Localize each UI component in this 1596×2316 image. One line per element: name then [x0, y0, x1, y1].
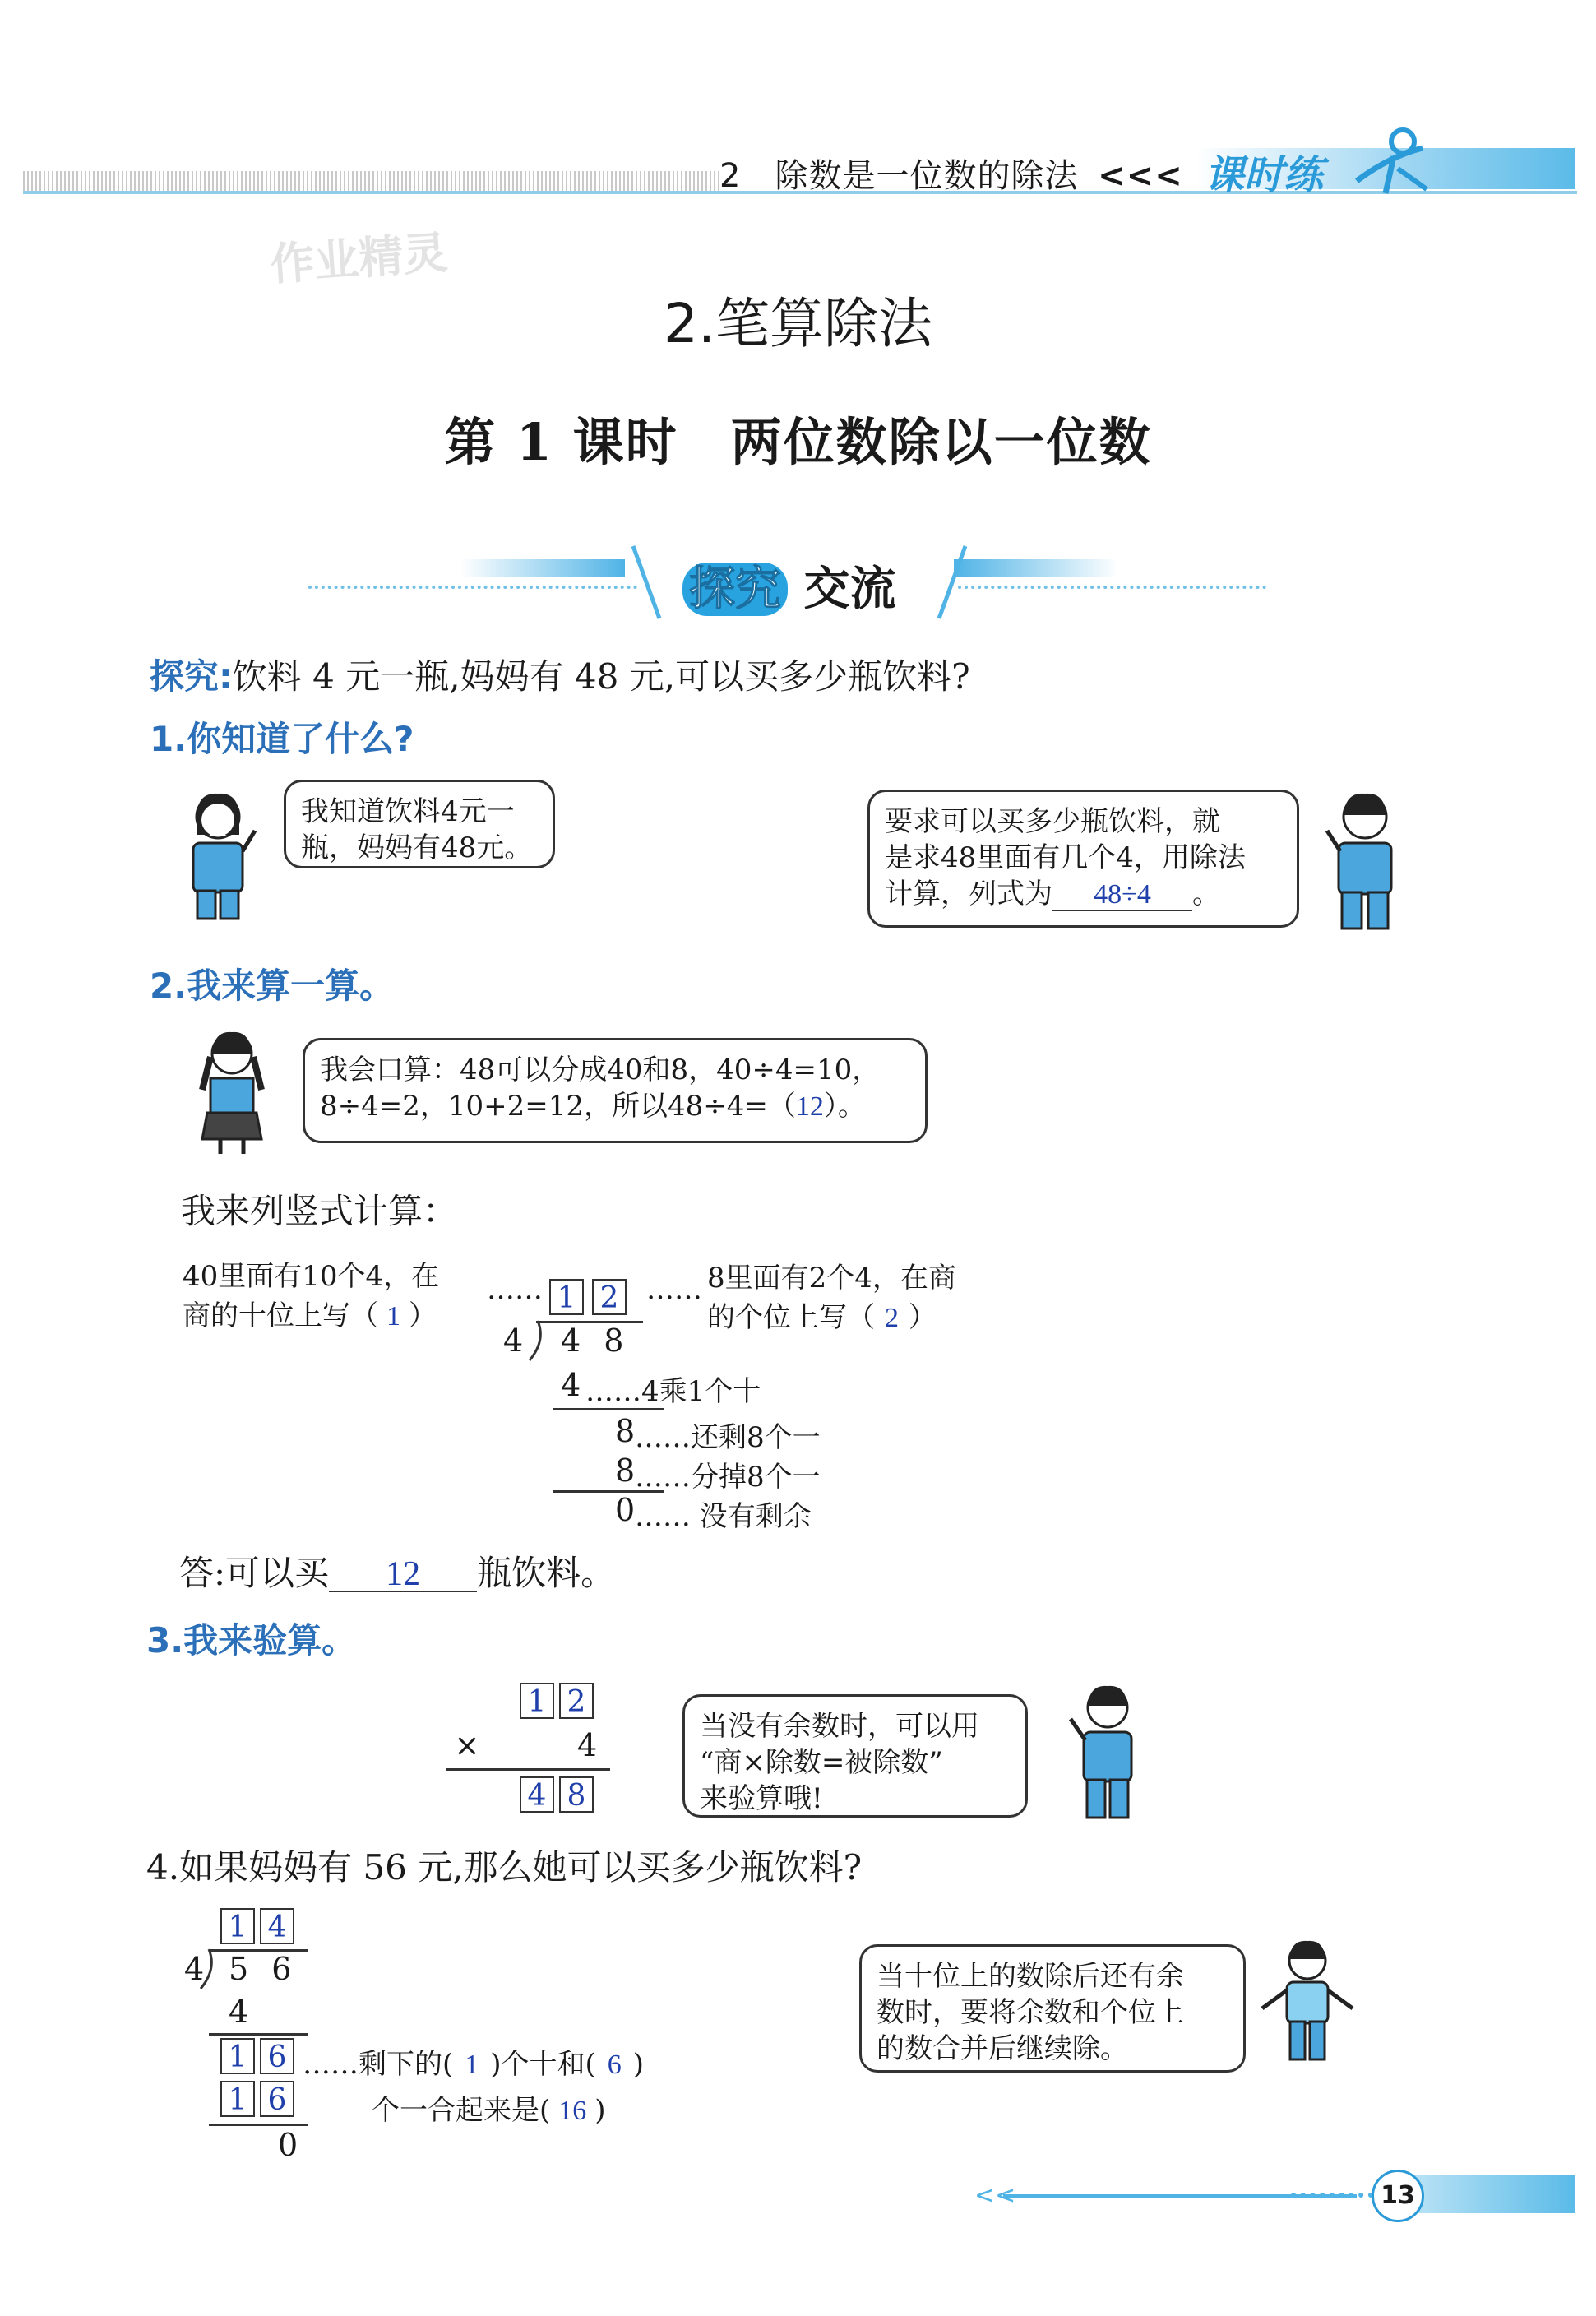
remainder-bubble: [859, 1944, 1246, 2073]
banner-bar-left: [460, 559, 625, 577]
tens-note-suffix: ）: [409, 1299, 437, 1332]
q4-note-answer-tens: 1: [465, 2050, 479, 2080]
chapter-text: 2 除数是一位数的除法: [719, 157, 1079, 195]
step4-note: …… 没有剩余: [635, 1500, 812, 1533]
multiplier: 4: [577, 1727, 598, 1763]
step2-value: 8: [615, 1413, 636, 1449]
q4-mid-tens-box: 1: [220, 2038, 255, 2074]
q4-note-line1: [303, 2041, 644, 2082]
girl-bubble-line2: 瓶，妈妈有48元。: [301, 831, 533, 864]
q4-note-answer-combined: 16: [558, 2096, 587, 2126]
check-bubble-line1: 当没有余数时，可以用: [700, 1710, 979, 1743]
ones-note-line2: [707, 1298, 956, 1338]
division-bracket: [526, 1319, 551, 1362]
mental-math-line2-suffix: ）。: [823, 1090, 866, 1123]
q4-note1-mid: )个十和(: [490, 2048, 596, 2081]
mental-math-line2: [320, 1088, 910, 1125]
explore-question: [150, 650, 970, 699]
mental-math-bubble: [303, 1038, 928, 1143]
girl-speech-bubble: [284, 780, 555, 868]
q4-note1-suffix: ): [632, 2048, 645, 2081]
ones-note-prefix: 的个位上写（: [707, 1301, 875, 1334]
boy-bubble-line3: [885, 876, 1282, 912]
banner-title: [682, 553, 896, 618]
ones-leader-dots: ……: [646, 1273, 702, 1306]
q4-note2-suffix: ): [594, 2094, 606, 2127]
answer-prefix: 答:可以买: [179, 1553, 330, 1593]
divisor: 4: [503, 1322, 524, 1359]
q1-heading: 1.你知道了什么?: [150, 719, 414, 759]
step3-note: ……分掉8个一: [635, 1461, 821, 1494]
tens-leader-dots: ……: [487, 1273, 543, 1306]
q2-answer: [179, 1546, 615, 1596]
page-number: 13: [1372, 2170, 1424, 2222]
ones-note-line1: 8里面有2个4，在商: [707, 1262, 956, 1295]
q4-mid-boxes: [220, 2038, 294, 2074]
footer-dots: [1291, 2193, 1373, 2198]
q4-mid2-ones-box: 6: [260, 2081, 294, 2117]
q4-mid2-boxes: [220, 2081, 294, 2117]
remainder-bubble-line3: 的数合并后继续除。: [877, 2032, 1128, 2065]
step1-note: ……4乘1个十: [585, 1375, 761, 1408]
boy-speech-bubble: [867, 790, 1299, 928]
vertical-intro: 我来列竖式计算：: [181, 1191, 458, 1231]
banner-label-exchange: 交流: [803, 563, 896, 616]
tens-note-line1: 40里面有10个4，在: [183, 1260, 440, 1293]
header-stripe: [23, 171, 722, 192]
q3-heading: 3.我来验算。: [146, 1620, 357, 1661]
banner-dots-left: [308, 586, 637, 589]
boy-bubble-line2: 是求48里面有几个4，用除法: [885, 841, 1246, 874]
boy-bubble-line3-prefix: 计算，列式为: [885, 878, 1052, 910]
q4-quotient-boxes: [220, 1908, 294, 1944]
boy-bubble-line1: 要求可以买多少瓶饮料，就: [885, 805, 1220, 838]
q4-mid2-tens-box: 1: [220, 2081, 255, 2117]
answer-value: 12: [329, 1558, 477, 1592]
brand-text: 课时练: [1205, 152, 1324, 198]
quotient-tens-box: 1: [549, 1279, 584, 1315]
check-result-tens-box: 4: [520, 1776, 554, 1813]
q4-final: 0: [278, 2127, 298, 2163]
boy-shrug-icon: [1254, 1933, 1361, 2064]
quotient-boxes: [549, 1279, 627, 1315]
step4-value: 0: [615, 1492, 636, 1528]
quotient-ones-box: 2: [592, 1279, 627, 1315]
remainder-bubble-line2: 数时，要将余数和个位上: [877, 1996, 1184, 2029]
step3-rule: [553, 1490, 664, 1493]
check-bubble-line3: 来验算哦!: [700, 1782, 823, 1815]
q4-step1-rule: [209, 2033, 308, 2036]
banner-label-explore: 探究: [682, 563, 788, 616]
check-result-ones-box: 8: [559, 1776, 594, 1813]
boy-icon: [1316, 785, 1414, 933]
times-sign: ×: [454, 1727, 480, 1763]
check-top-tens-box: 1: [520, 1683, 554, 1719]
brand-logo: [1205, 143, 1323, 200]
header-arrows: <<<: [1098, 157, 1183, 195]
check-bubble: [682, 1694, 1028, 1818]
step1-value: 4: [561, 1367, 581, 1403]
q4-heading-text: 4.如果妈妈有 56 元,那么她可以买多少瓶饮料?: [146, 1847, 863, 1888]
q4-step2-rule: [209, 2124, 308, 2126]
section-title: 2.笔算除法: [664, 292, 932, 355]
footer-arrows: <<: [974, 2181, 1016, 2210]
dividend: 4 8: [561, 1322, 631, 1359]
chapter-title: [719, 150, 1183, 197]
banner-dots-right: [958, 586, 1266, 589]
check-result-boxes: [520, 1776, 594, 1813]
division-expression-answer: 48÷4: [1052, 880, 1192, 911]
check-top-ones-box: 2: [559, 1683, 594, 1719]
q4-heading: [146, 1841, 862, 1890]
step2-note: ……还剩8个一: [635, 1421, 821, 1454]
remainder-bubble-line1: 当十位上的数除后还有余: [877, 1960, 1184, 1993]
explore-label: 探究:: [150, 656, 233, 697]
check-rule: [446, 1768, 610, 1771]
brand-figure-icon: [1349, 123, 1439, 197]
q2-heading: 2.我来算一算。: [150, 966, 395, 1006]
q4-dividend: 5 6: [229, 1951, 298, 1987]
tens-note: [183, 1257, 439, 1336]
boy-bubble-line3-suffix: 。: [1192, 878, 1220, 910]
q4-quotient-ones-box: 4: [260, 1908, 294, 1944]
q4-divisor: 4: [184, 1951, 205, 1987]
watermark: 作业精灵: [268, 226, 450, 291]
q4-step1: 4: [229, 1994, 249, 2030]
check-top-boxes: [520, 1683, 594, 1719]
step1-rule: [553, 1408, 664, 1410]
q4-note1-prefix: ……剩下的(: [303, 2048, 454, 2081]
q4-quotient-tens-box: 1: [220, 1908, 255, 1944]
ones-note-answer: 2: [885, 1303, 899, 1333]
lesson-title: 第 1 课时 两位数除以一位数: [444, 412, 1152, 472]
tens-note-answer: 1: [386, 1301, 400, 1332]
girl-icon: [173, 785, 263, 921]
ones-note-suffix: ）: [909, 1301, 937, 1334]
tens-note-line2: [183, 1296, 439, 1336]
girl-pigtails-icon: [191, 1024, 273, 1156]
check-bubble-line2: “商×除数=被除数”: [700, 1746, 943, 1779]
step3-value: 8: [615, 1452, 636, 1489]
mental-math-line2-prefix: 8÷4=2，10+2=12，所以48÷4=（: [320, 1090, 796, 1123]
answer-suffix: 瓶饮料。: [477, 1553, 616, 1593]
girl-bubble-line1: 我知道饮料4元一: [301, 795, 515, 828]
mental-math-answer: 12: [795, 1091, 824, 1122]
boy-pointing-icon: [1062, 1678, 1153, 1822]
explore-text: 饮料 4 元一瓶,妈妈有 48 元,可以买多少瓶饮料?: [232, 656, 970, 697]
tens-note-prefix: 商的十位上写（: [183, 1299, 378, 1332]
q4-note-answer-ones: 6: [607, 2050, 622, 2080]
mental-math-line1: 我会口算：48可以分成40和8，40÷4=10，: [320, 1054, 881, 1086]
ones-note: [707, 1258, 956, 1338]
banner-bar-right: [954, 559, 1118, 577]
q4-mid-ones-box: 6: [260, 2038, 294, 2074]
q4-note2-prefix: 个一合起来是(: [372, 2094, 551, 2127]
q4-note-line2: [372, 2087, 606, 2128]
